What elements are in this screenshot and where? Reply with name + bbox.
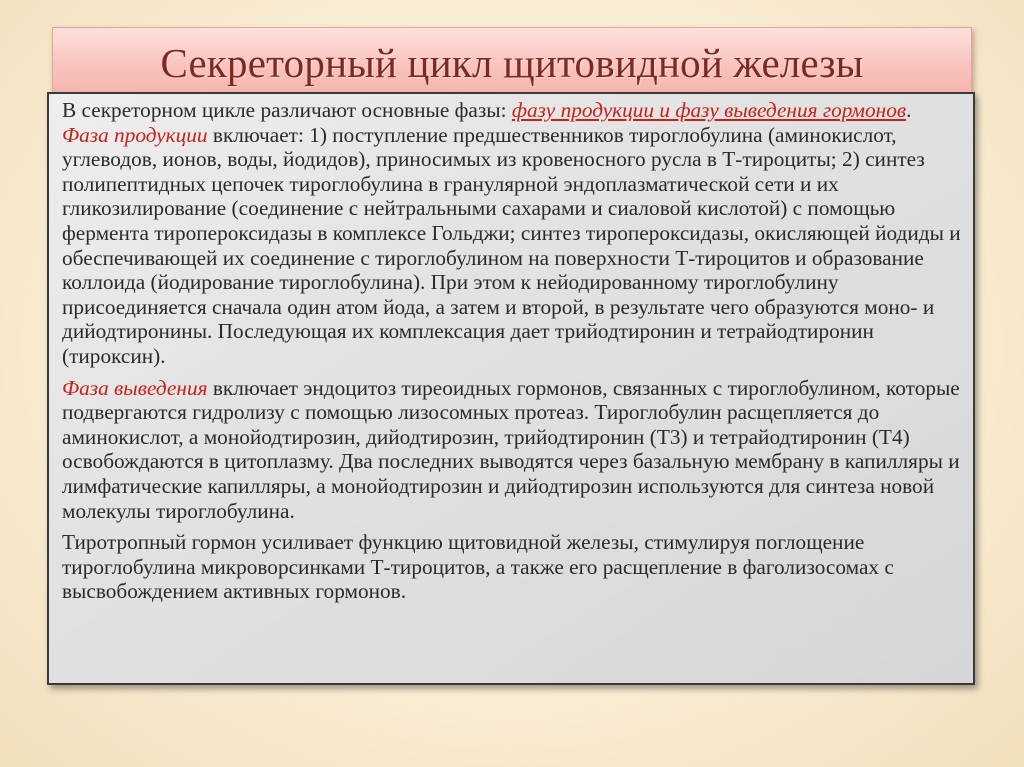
- content-panel: [47, 92, 975, 685]
- production-phase-term: Фаза продукции: [62, 122, 208, 147]
- text-segment: В секреторном цикле различают основные фазы:: [62, 98, 512, 122]
- text-segment: Тиротропный гормон усиливает функцию щитовидной железы, стимулируя поглощение тироглобулина микроворсинками Т-тироцитов, а также его расщепление в фаголизосомах с высвобождением активных гормонов.: [62, 530, 894, 604]
- paragraph-excretion: [62, 376, 963, 524]
- phases-highlight: фазу продукции и фазу выведения гормонов: [511, 98, 907, 122]
- text-segment: включает: 1) поступление предшественников тироглобулина (аминокислот, углеводов, ионов, воды, йодидов), приносимых из кровеносного русла в Т-тироциты; 2) синтез полипептидных цепочек тироглобулина в гранулярной эндоплазматической сети и их гликозилирование (соединение с нейтральными сахарами и сиаловой кислотой) с помощью фермента тиропероксидазы в комплексе Гольджи; синтез тиропероксидазы, окисляющей йодиды и обеспечивающей их соединение с тироглобулином на поверхности Т-тироцитов и образование коллоида (йодирование тироглобулина). При этом к нейодированному тироглобулину присоединяется сначала один атом йода, а затем и второй, в результате чего образуются моно- и дийодтиронины. Последующая их комплексация дает трийодтиронин и тетрайодтиронин (тироксин).: [62, 122, 961, 368]
- title-banner: [52, 27, 972, 99]
- paragraph-thyrotropin: [62, 530, 963, 604]
- excretion-phase-term: Фаза выведения: [62, 375, 208, 400]
- text-segment: включает эндоцитоз тиреоидных гормонов, связанных с тироглобулином, которые подвергаются гидролизу с помощью лизосомных протеаз. Тироглобулин расщепляется до аминокислот, а монойодтирозин, дийодтирозин, трийодтиронин (Т3) и тетрайодтиронин (Т4) освобождаются в цитоплазму. Два последних выводятся через базальную мембрану в капилляры и лимфатические капилляры, а монойодтирозин и дийодтирозин используются для синтеза новой молекулы тироглобулина.: [62, 375, 960, 523]
- slide-title: Секреторный цикл щитовидной железы: [160, 40, 864, 86]
- paragraph-production: [62, 98, 963, 369]
- text-segment: .: [906, 98, 912, 122]
